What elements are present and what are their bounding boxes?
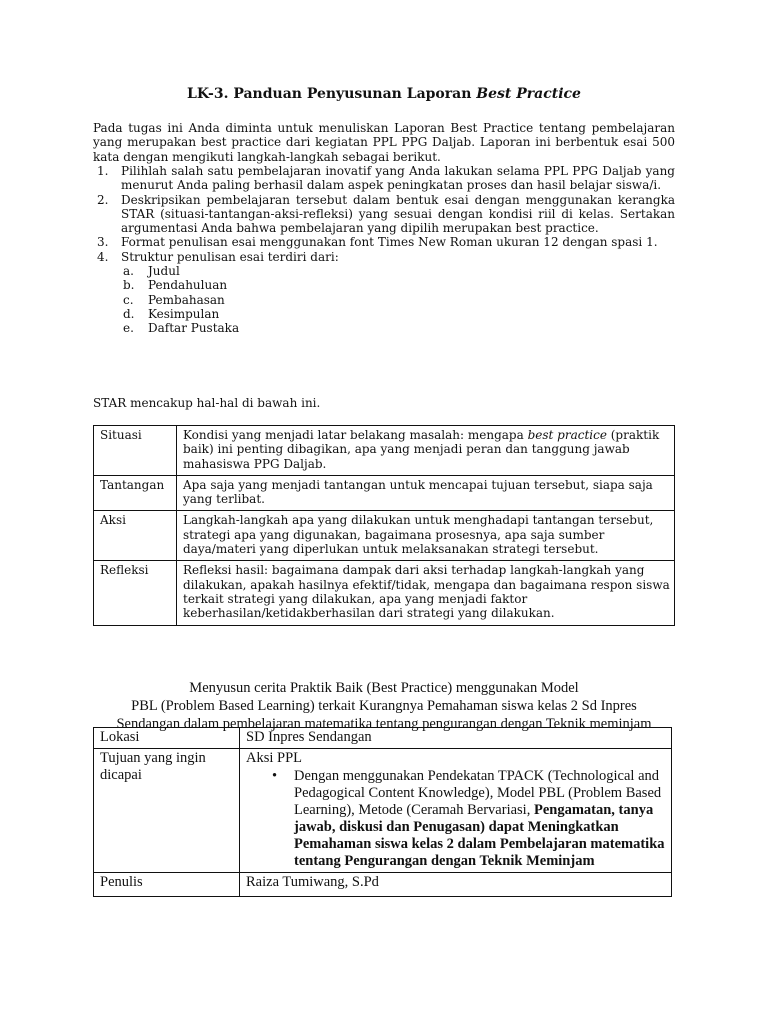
story-row-lokasi [94,728,672,749]
story-value: Raiza Tumiwang, S.Pd [240,873,672,897]
star-key: Tantangan [94,475,177,511]
star-row-situasi [94,426,675,476]
structure-letter: d. [123,306,135,321]
story-row-tujuan [94,749,672,873]
story-value: SD Inpres Sendangan [240,728,672,749]
star-key: Aksi [94,511,177,561]
title-prefix: LK-3. Panduan Penyusunan Laporan [187,86,477,102]
star-value [177,426,675,476]
aksi-bullet-item [246,768,666,870]
page-title [0,86,768,102]
step-item-3 [93,235,675,249]
story-value [240,749,672,873]
structure-item [121,264,675,278]
steps-list [93,164,675,336]
title-italic: Best Practice [476,86,581,102]
star-situasi-italic: best practice [527,428,607,442]
bullet-normal-text: Dengan menggunakan Pendekatan TPACK (Technological and Pedagogical Content Knowledge), Model PBL (Problem Based Learning), Metode (Ceramah Bervariasi, [294,768,662,818]
story-title-line: Menyusun cerita Praktik Baik (Best Practice) menggunakan Model [189,680,579,696]
structure-item [121,293,675,307]
story-row-penulis [94,873,672,897]
star-table [93,425,675,626]
structure-text: Judul [148,264,180,279]
star-row-refleksi [94,561,675,625]
step-number: 4. [97,249,109,264]
story-title-line: PBL (Problem Based Learning) terkait Kurangnya Pemahaman siswa kelas 2 Sd Inpres [131,698,637,714]
structure-list [121,264,675,335]
step-item-2 [93,193,675,236]
story-title [80,679,688,733]
structure-text: Daftar Pustaka [148,321,240,336]
step-number: 1. [97,164,109,178]
star-value: Langkah-langkah apa yang dilakukan untuk menghadapi tantangan tersebut, strategi apa yang digunakan, bagaimana prosesnya, apa saja sumber daya/materi yang diperlukan untuk melaksanakan strategi tersebut. [177,511,675,561]
structure-text: Pembahasan [148,292,225,307]
star-value: Refleksi hasil: bagaimana dampak dari aksi terhadap langkah-langkah yang dilakukan, apakah hasilnya efektif/tidak, mengapa dan bagaimana respon siswa terkait strategi yang dilakukan, apa yang menjadi faktor keberhasilan/ketidakberhasilan dari strategi yang dilakukan. [177,561,675,625]
star-row-tantangan [94,475,675,511]
step-text: Pilihlah salah satu pembelajaran inovatif yang Anda lakukan selama PPL PPG Daljab yang menurut Anda paling berhasil dalam aspek peningkatan proses dan hasil belajar siswa/i. [121,164,675,193]
star-caption: STAR mencakup hal-hal di bawah ini. [93,396,321,410]
story-key: Lokasi [94,728,240,749]
structure-item [121,307,675,321]
structure-item [121,321,675,335]
structure-item [121,278,675,292]
aksi-label: Aksi PPL [246,750,303,766]
star-key: Refleksi [94,561,177,625]
step-text: Format penulisan esai menggunakan font Times New Roman ukuran 12 dengan spasi 1. [121,235,658,250]
step-number: 3. [97,235,109,250]
story-title-line: Sendangan dalam pembelajaran matematika tentang pengurangan dengan Teknik meminjam [116,716,652,732]
intro-paragraph: Pada tugas ini Anda diminta untuk menuliskan Laporan Best Practice tentang pembelajaran yang merupakan best practice dari kegiatan PPL PPG Daljab. Laporan ini berbentuk esai 500 kata dengan mengikuti langkah-langkah sebagai berikut. [93,121,675,164]
star-value: Apa saja yang menjadi tantangan untuk mencapai tujuan tersebut, siapa saja yang terlibat. [177,475,675,511]
story-key: Tujuan yang ingin dicapai [94,749,240,873]
step-text: Struktur penulisan esai terdiri dari: [121,249,339,264]
step-text: Deskripsikan pembelajaran tersebut dalam bentuk esai dengan menggunakan kerangka STAR (situasi-tantangan-aksi-refleksi) yang sesuai dengan kondisi riil di kelas. Sertakan argumentasi Anda bahwa pembelajaran yang dipilih merupakan best practice. [121,192,675,236]
structure-letter: b. [123,278,135,293]
star-key: Situasi [94,426,177,476]
star-row-aksi [94,511,675,561]
story-key: Penulis [94,873,240,897]
story-table [93,727,672,897]
bullet-bold-text: Pengamatan, tanya jawab, diskusi dan Penugasan) dapat Meningkatkan Pemahaman siswa kelas 2 dalam Pembelajaran matematika tentang Pengurangan dengan Teknik Meminjam [294,802,665,869]
structure-text: Pendahuluan [148,278,228,293]
structure-letter: a. [123,264,134,279]
structure-text: Kesimpulan [148,306,220,321]
structure-letter: e. [123,321,134,336]
star-situasi-after: (praktik baik) ini penting dibagikan, apa yang menjadi peran dan tanggung jawab mahasiswa PPG Daljab. [183,428,660,471]
step-item-1 [93,164,675,193]
bullet-dot-icon: • [272,768,278,784]
step-item-4 [93,250,675,336]
step-number: 2. [97,192,109,207]
structure-letter: c. [123,292,134,307]
star-situasi-before: Kondisi yang menjadi latar belakang masalah: mengapa [183,428,528,442]
